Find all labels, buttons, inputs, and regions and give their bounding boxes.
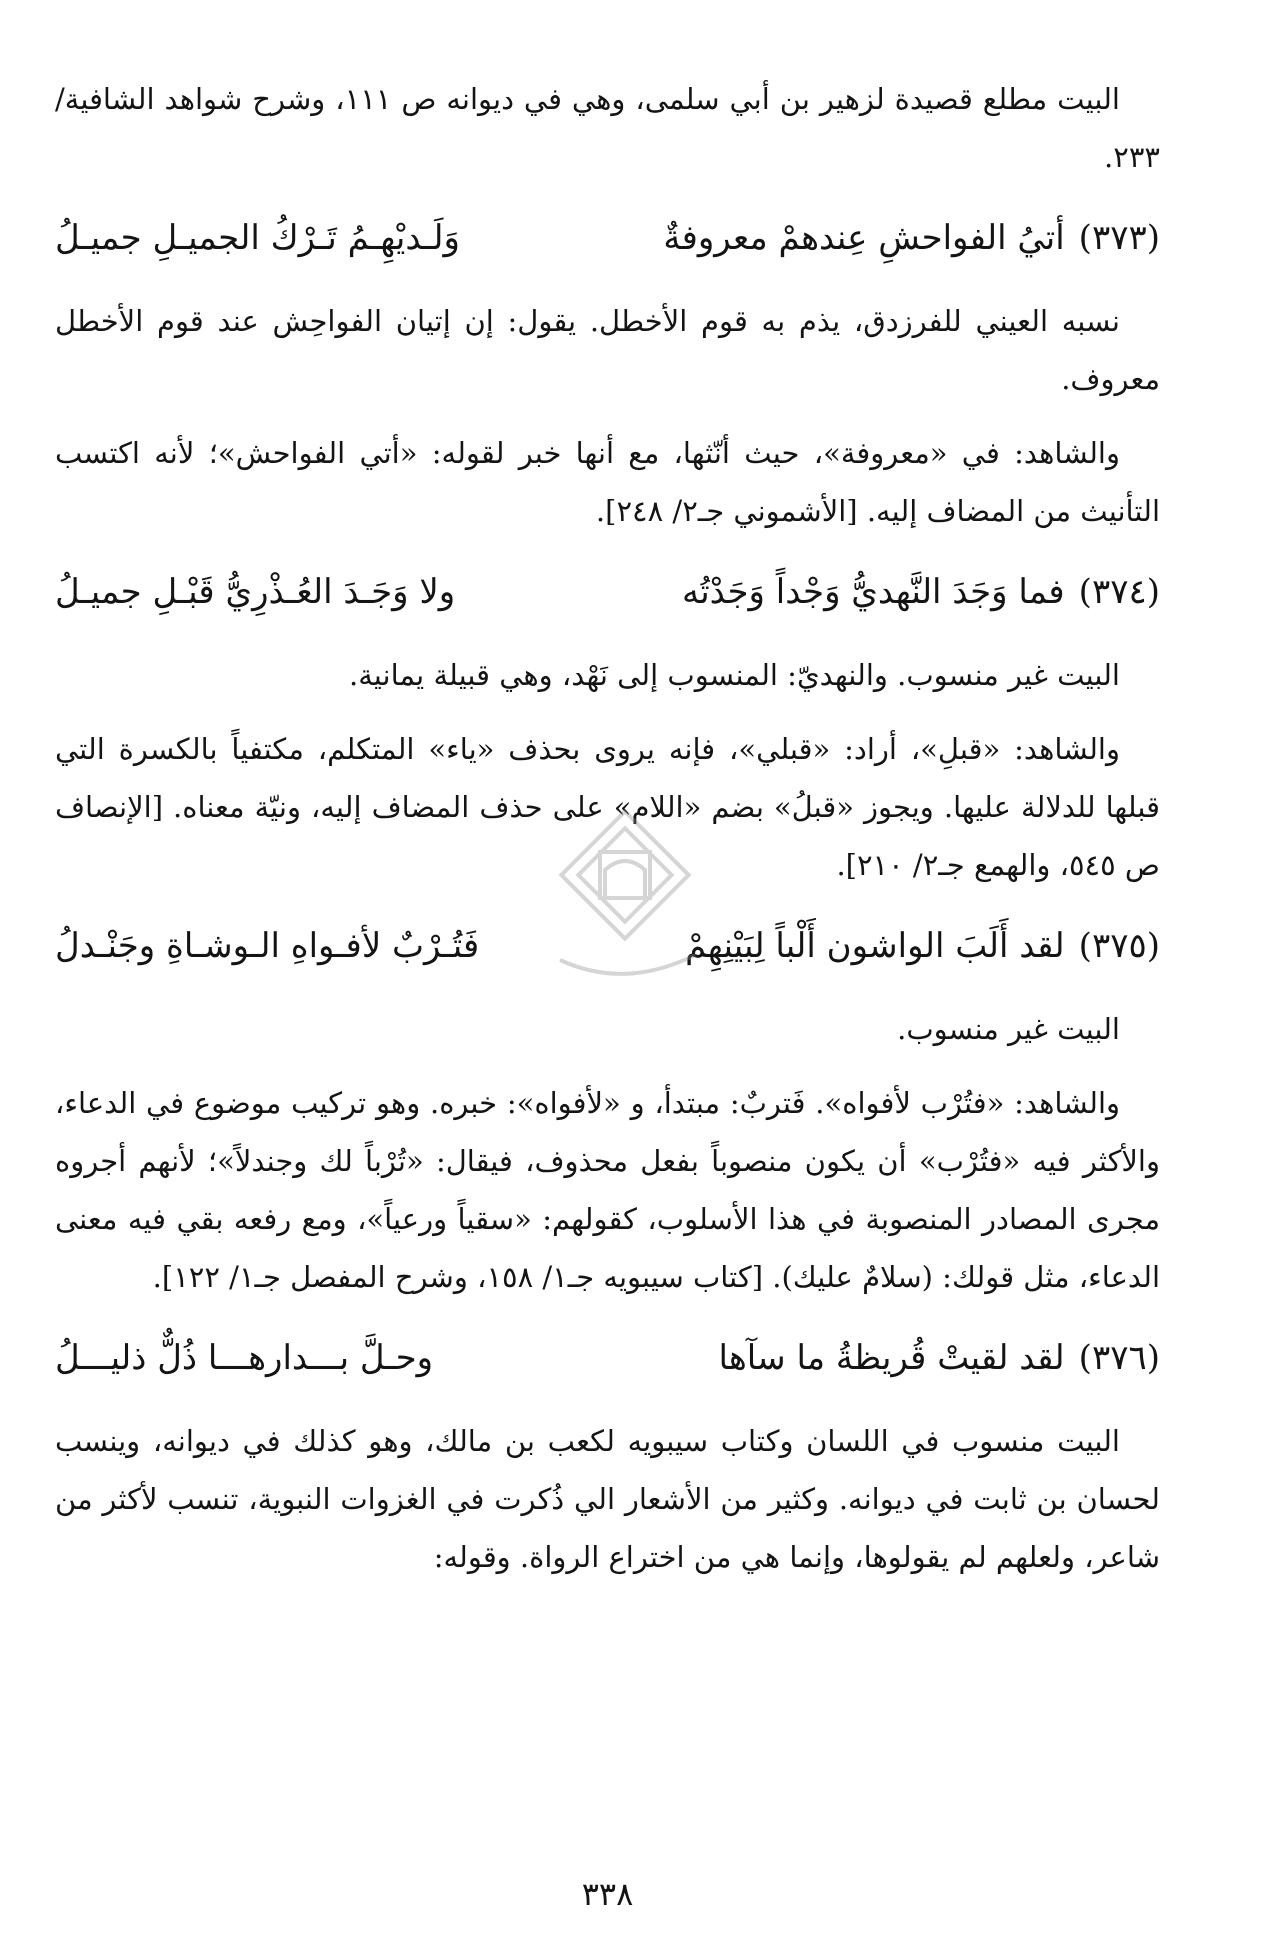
verse-number: (٣٧٥): [1078, 926, 1160, 966]
verse-second-hemistich: وَلَـديْهِـمُ تَـرْكُ الجميـلِ جميـلُ: [55, 218, 460, 258]
verse-first-hemistich: لقد أَلَبَ الواشون أَلْباً لِبَيْنِهِمْ: [685, 926, 1065, 966]
verse-373: [55, 202, 1160, 274]
paragraph-evidence: والشاهد: في «معروفة»، حيث أنّثها، مع أنها خبر لقوله: «أتي الفواحش»؛ لأنه اكتسب التأنيث من المضاف إليه. [الأشموني جـ٢/ ٢٤٨].: [55, 436, 1160, 528]
paragraph-attribution: البيت غير منسوب.: [897, 1012, 1120, 1046]
verse-number: (٣٧٤): [1078, 572, 1160, 612]
paragraph-attribution: البيت غير منسوب. والنهديّ: المنسوب إلى نَهْد، وهي قبيلة يمانية.: [348, 658, 1120, 692]
document-page: [55, 70, 1160, 1930]
verse-374: [55, 556, 1160, 628]
page-number: ٣٣٨: [581, 1875, 634, 1913]
paragraph-verse-372-source: البيت مطلع قصيدة لزهير بن أبي سلمى، وهي في ديوانه ص ١١١، وشرح شواهد الشافية/ ٢٣٣.: [55, 82, 1160, 174]
paragraph-evidence: والشاهد: «قبلِ»، أراد: «قبلي»، فإنه يروى بحذف «ياء» المتكلم، مكتفياً بالكسرة التي قبلها للدلالة عليها. ويجوز «قبلُ» بضم «اللام» على حذف المضاف إليه، ونيّة معناه. [الإنصاف ص ٥٤٥، والهمع جـ٢/ ٢١٠].: [55, 732, 1160, 882]
paragraph-attribution: البيت منسوب في اللسان وكتاب سيبويه لكعب بن مالك، وهو كذلك في ديوانه، وينسب لحسان بن ثابت في ديوانه. وكثير من الأشعار الي ذُكرت في الغزوات النبوية، تنسب لأكثر من شاعر، ولعلهم لم يقولوها، وإنما هي من اختراع الرواة. وقوله:: [55, 1424, 1160, 1574]
paragraph-attribution: نسبه العيني للفرزدق، يذم به قوم الأخطل. يقول: إن إتيان الفواحِش عند قوم الأخطل معروف.: [55, 304, 1160, 396]
verse-number: (٣٧٦): [1078, 1338, 1160, 1378]
paragraph-evidence: والشاهد: «فتُرْب لأفواه». فَتربٌ: مبتدأ، و «لأفواه»: خبره. وهو تركيب موضوع في الدعاء، والأكثر فيه «فتُرْب» أن يكون منصوباً بفعل محذوف، فيقال: «تُرْباً لك وجندلاً»؛ لأنهم أجروه مجرى المصادر المنصوبة في هذا الأسلوب، كقولهم: «سقياً ورعياً»، ومع رفعه بقي فيه معنى الدعاء، مثل قولك: (سلامٌ عليك). [كتاب سيبويه جـ١/ ١٥٨، وشرح المفصل جـ١/ ١٢٢].: [55, 1086, 1160, 1294]
verse-first-hemistich: فما وَجَدَ النَّهديُّ وَجْداً وَجَدْتُه: [681, 572, 1065, 612]
verse-number: (٣٧٣): [1078, 218, 1160, 258]
verse-first-hemistich: أتيُ الفواحشِ عِندهمْ معروفةٌ: [663, 218, 1065, 258]
verse-second-hemistich: ولا وَجَـدَ العُـذْرِيُّ قَبْـلِ جميـلُ: [55, 572, 456, 612]
verse-first-hemistich: لقد لقيتْ قُريظةُ ما سآها: [718, 1338, 1065, 1378]
verse-376: [55, 1322, 1160, 1394]
verse-second-hemistich: فَتُـرْبٌ لأفـواهِ الـوشـاةِ وجَنْـدلُ: [55, 926, 480, 966]
watermark-seal-icon: [520, 790, 730, 1000]
verse-second-hemistich: وحـلَّ بـــدارهـــا ذُلٌّ ذليـــلُ: [55, 1338, 434, 1378]
